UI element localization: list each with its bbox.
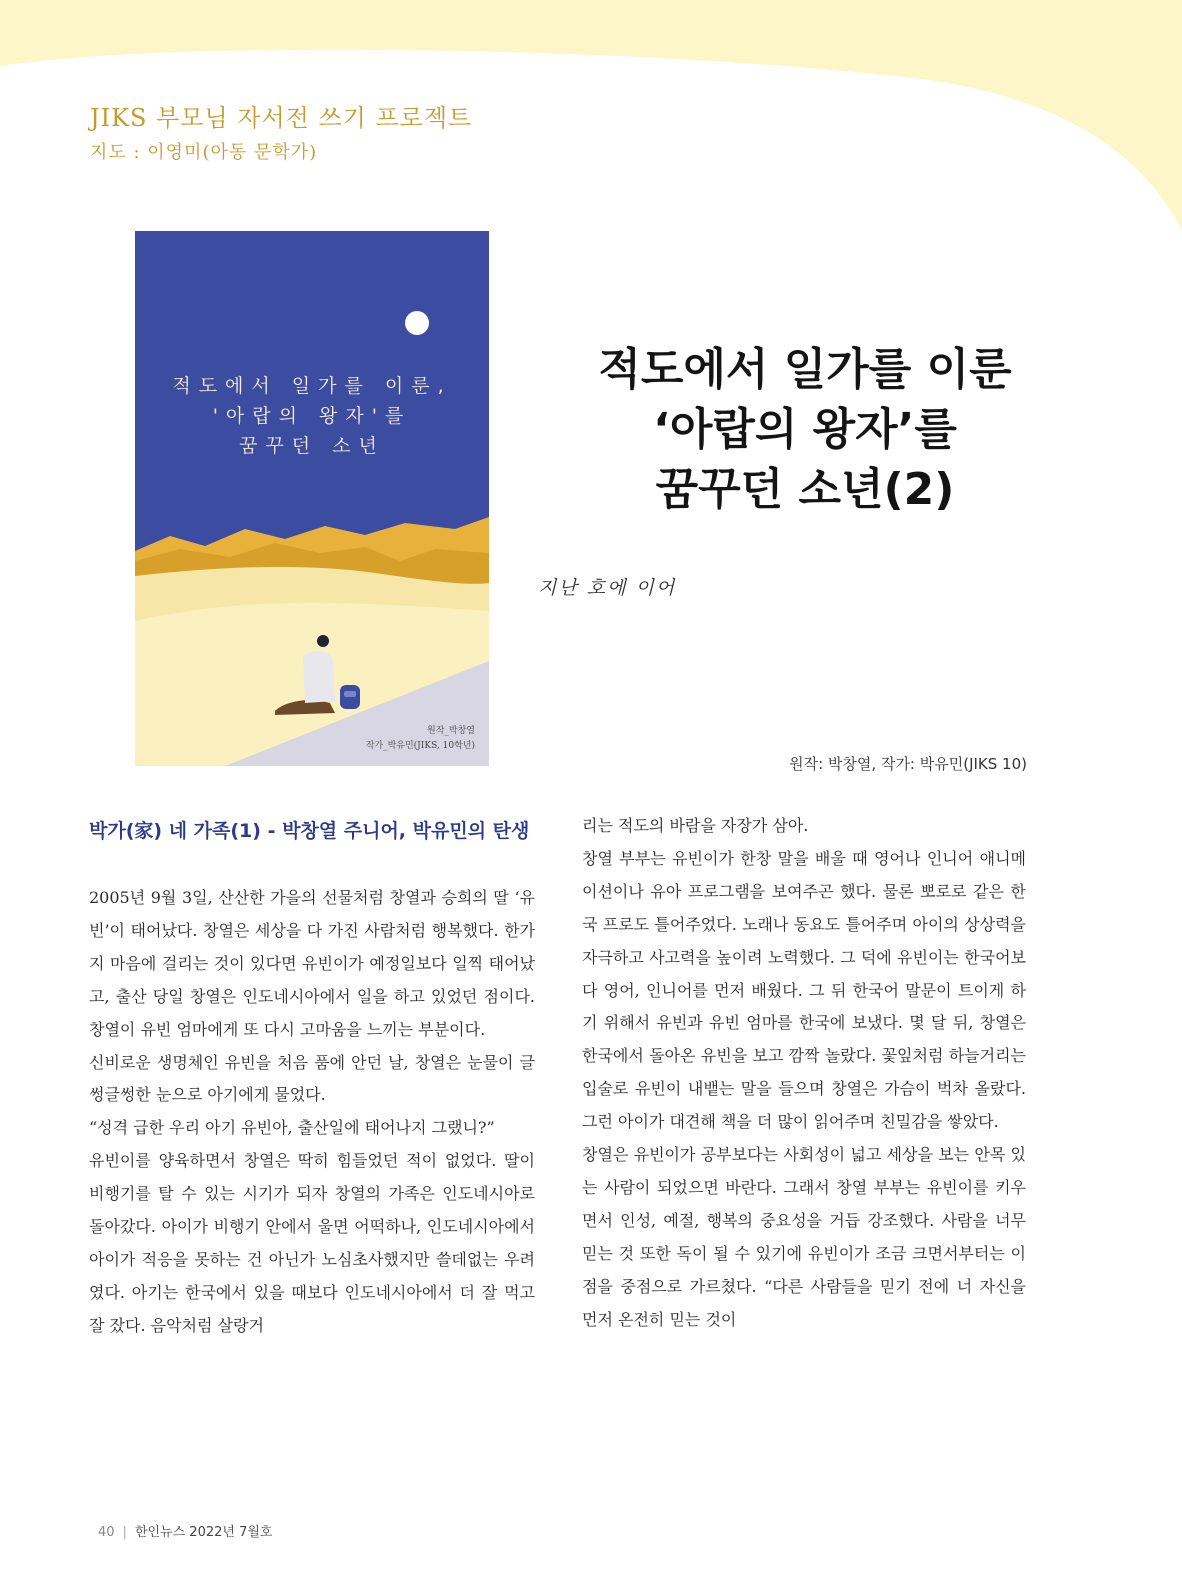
paragraph: 유빈이를 양육하면서 창열은 딱히 힘들었던 적이 없었다. 딸이 비행기를 탈 수 있는 시기가 되자 창열의 가족은 인도네시아로 돌아갔다. 아이가 비행기 안에서 울면 어떡하나, 인도네시아에서 아이가 적응을 못하는 건 아닌가 노심초사했지만 쓸데없는 우려였다. 아기는 한국에서 있을 때보다 인도네시아에서 더 잘 먹고 잘 잤다. 음악처럼 살랑거: [89, 1151, 535, 1335]
paragraph: 창열은 유빈이가 공부보다는 사회성이 넓고 세상을 보는 안목 있는 사람이 되었으면 바란다. 그래서 창열 부부는 유빈이를 키우면서 인성, 예절, 행복의 중요성을 거듭 강조했다. 사람을 너무 믿는 것 또한 독이 될 수 있기에 유빈이가 조금 크면서부터는 이 점을 중점으로 가르쳤다. “다른 사람들을 믿기 전에 너 자신을 먼저 온전히 믿는 것이: [582, 1145, 1026, 1329]
section-heading: 박가(家) 네 가족(1) - 박창열 주니어, 박유민의 탄생: [89, 820, 530, 842]
book-cover-illustration: [135, 231, 489, 766]
article-title: 적도에서 일가를 이룬 ‘아랍의 왕자’를 꿈꾸던 소년(2): [598, 344, 1012, 515]
series-title: JIKS 부모님 자서전 쓰기 프로젝트: [90, 104, 473, 132]
continued-note: 지난 호에 이어: [538, 577, 677, 599]
paragraph: “성격 급한 우리 아기 유빈아, 출산일에 태어나지 그랬니?”: [89, 1118, 495, 1138]
page-footer: [98, 1521, 272, 1540]
issue-label: 한인뉴스 2022년 7월호: [134, 1525, 273, 1540]
cover-credit: 원작_박창열 작가_박유민(JIKS, 10학년): [365, 726, 475, 751]
paragraph: 리는 적도의 바람을 자장가 삼아.: [582, 816, 809, 835]
paragraph: 창열 부부는 유빈이가 한창 말을 배울 때 영어나 인니어 애니메이션이나 유아 프로그램을 보여주곤 했다. 물론 뽀로로 같은 한국 프로도 틀어주었다. 노래나 동요도 틀어주며 아이의 상상력을 자극하고 사고력을 높이려 노력했다. 그 덕에 유빈이는 한국어보다 영어, 인니어를 먼저 배웠다. 그 뒤 한국어 말문이 트이게 하기 위해서 유빈과 유빈 엄마를 한국에 보냈다. 몇 달 뒤, 창열은 한국에서 돌아온 유빈을 보고 깜짝 놀랐다. 꽃잎처럼 하늘거리는 입술로 유빈이 내뱉는 말을 들으며 창열은 가슴이 벅차 올랐다. 그런 아이가 대견해 책을 더 많이 읽어주며 친밀감을 쌓았다.: [582, 848, 1026, 1132]
article-column-left: [89, 882, 535, 1343]
paragraph: 2005년 9월 3일, 산산한 가을의 선물처럼 창열과 승희의 딸 ‘유빈’이 태어났다. 창열은 세상을 다 가진 사람처럼 행복했다. 한가지 마음에 걸리는 것이 있다면 유빈이가 예정일보다 일찍 태어났고, 출산 당일 창열은 인도네시아에서 일을 하고 있었던 점이다. 창열이 유빈 엄마에게 또 다시 고마움을 느끼는 부분이다.: [89, 888, 535, 1039]
page-number: 40: [98, 1525, 115, 1540]
series-subtitle: 지도 : 이영미(아동 문학가): [90, 142, 318, 163]
paragraph: 신비로운 생명체인 유빈을 처음 품에 안던 날, 창열은 눈물이 글썽글썽한 눈으로 아기에게 물었다.: [89, 1052, 535, 1105]
cover-title: 적도에서 일가를 이룬, '아랍의 왕자'를 꿈꾸던 소년: [172, 375, 452, 457]
author-credit: 원작: 박창열, 작가: 박유민(JIKS 10): [789, 755, 1027, 773]
footer-separator: |: [122, 1525, 127, 1540]
desert-illustration: [135, 231, 489, 766]
article-column-right: [582, 810, 1026, 1337]
